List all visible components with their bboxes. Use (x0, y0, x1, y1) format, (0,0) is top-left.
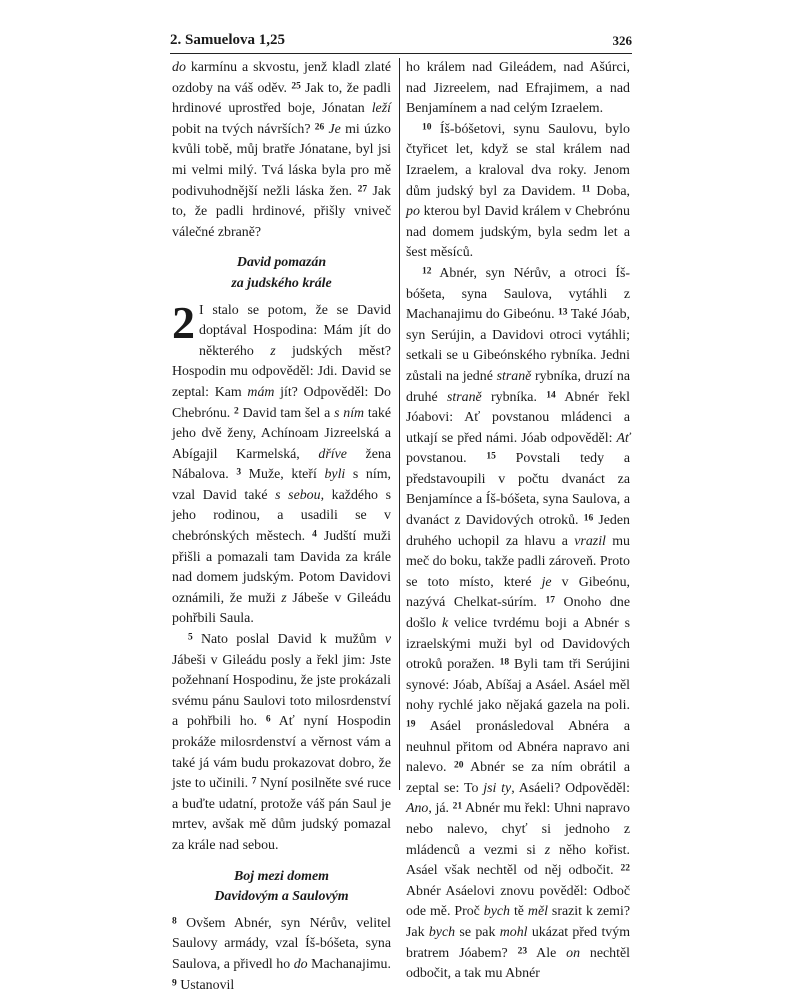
paragraph (172, 914, 391, 996)
verse-number: 20 (453, 760, 464, 771)
verse-text: ukázat před tvým bratrem Jóabem? (406, 924, 630, 961)
verse-text: Ustanovil (176, 977, 235, 993)
verse-text: , Asáeli? Odpověděl: (511, 780, 630, 796)
page-number: 326 (612, 33, 632, 48)
verse-text: ho králem nad Gileádem, nad Ašúrci, nad Jizreelem, nad Efrajimem, a nad Benjamínem a nad celým Izraelem. (406, 60, 630, 117)
verse-number: 19 (406, 719, 416, 730)
verse-text: rybníka, druzí na druhé (406, 368, 630, 405)
verse-number: 22 (620, 863, 630, 874)
emphasis-text: byli (324, 467, 346, 483)
paragraph (406, 58, 630, 120)
verse-text: Byli tam tři Serújini synové: Jóab, Abíšaj a Asáel. Asáel měl nohy rychlé jako nějaká gazela na poli. (406, 657, 630, 714)
verse-number: 15 (486, 451, 496, 462)
emphasis-text: s sebou (275, 487, 321, 503)
running-header (170, 32, 632, 54)
verse-text: Íš-bóšetovi, synu Saulovu, bylo čtyřicet let, když se stal králem nad Izraelem, a kraloval dva roky. Jenom dům judský byl za Davidem. (406, 121, 630, 199)
emphasis-text: mám (247, 384, 275, 400)
emphasis-text: straně (496, 368, 532, 384)
emphasis-text: z (270, 343, 276, 359)
verse-text: Jak to, že padli hrdinové, přišly vniveč válečné zbraně? (172, 183, 391, 240)
header-rule (170, 53, 632, 54)
verse-text: Judští muži přišli a pomazali tam Davida za krále nad domem judským. Potom Davidovi oznámili, že muži (172, 529, 391, 606)
verse-number: 14 (546, 390, 556, 401)
emphasis-text: vrazil (574, 533, 606, 549)
right-column (406, 58, 630, 985)
verse-text: Muže, kteří (241, 467, 325, 483)
verse-text: rybníka. (481, 389, 547, 405)
verse-text: Abnér mu řekl: Uhni napravo nebo nalevo, chyť si jednoho z mládenců a vezmi si (406, 801, 630, 858)
verse-text: něho kořist. Asáel však nechtěl od něj odbočit. (406, 842, 631, 879)
emphasis-text: mohl (499, 924, 528, 940)
emphasis-text: Ať (616, 430, 630, 446)
verse-text: mi úzko kvůli tobě, můj bratře Jónatane, byl jsi mi velmi milý. Tvá láska byla pro mě podivuhodnější nežli láska žen. (172, 121, 391, 199)
verse-number: 26 (314, 122, 325, 133)
section-heading (172, 867, 391, 908)
verse-text: žena Nábalova. (172, 446, 391, 483)
verse-text: Jeden druhého uchopil za hlavu a (406, 513, 630, 549)
verse-text: s ním, vzal David také (172, 467, 392, 503)
verse-text: Doba, (590, 183, 630, 199)
verse-number: 23 (517, 946, 528, 957)
verse-text: , každého s jeho rodinou, a usadili se v chebrónských městech. (172, 487, 391, 545)
verse-text: Abnér se za ním obrátil a zeptal se: To (406, 760, 630, 796)
verse-text: srazit k zemi? Jak (406, 904, 630, 940)
verse-text: Také Jóab, syn Serújin, a Davidovi otroci vytáhli; setkali se u Gibeónského rybníka. Jedni zůstali na jedné (406, 307, 630, 384)
verse-text: se pak (455, 924, 500, 940)
verse-number: 5 (188, 632, 193, 643)
emphasis-text: s ním (334, 405, 365, 421)
verse-number: 25 (291, 81, 301, 92)
emphasis-text: z (544, 842, 551, 858)
verse-number: 7 (251, 776, 257, 787)
verse-text: nechtěl odbočit, a tak mu Abnér (406, 945, 631, 982)
verse-number: 13 (558, 307, 568, 318)
verse-text: povstanou. (406, 451, 487, 467)
verse-text: Jábeše v Gileádu pohřbili Saula. (172, 590, 391, 627)
emphasis-text: jsi ty (483, 780, 512, 796)
verse-text: také jeho dvě ženy, Achínoam Jizreelská a Abígajil Karmelská, (172, 405, 392, 462)
verse-text: Abnér řekl Jóabovi: Ať povstanou mládenci a utkají se před námi. Jóab odpověděl: (406, 389, 630, 446)
column-divider (399, 58, 400, 790)
verse-number: 21 (452, 802, 463, 813)
emphasis-text: k (441, 616, 449, 632)
verse-text: mu meč do boku, takže padli zároveň. Proto se toto místo, které (406, 533, 630, 590)
verse-number: 4 (312, 529, 317, 540)
emphasis-text: dříve (318, 446, 347, 462)
emphasis-text: bych (483, 904, 511, 920)
verse-text: Ať nyní Hospodin prokáže milosrdenství a věrnost vám a také já vám budu prokazovat dobro, že jste to učinili. (172, 714, 391, 792)
emphasis-text: straně (446, 389, 482, 405)
verse-text: tě (510, 904, 528, 920)
verse-text: Povstali tedy a představoupili v počtu dvanáct za Benjamínce a Íš-bóšeta, syna Saulova, a dvanáct z Davidových otroků. (406, 451, 630, 529)
verse-text: , já. (428, 801, 453, 817)
paragraph-text (172, 296, 392, 627)
verse-number: 6 (265, 715, 271, 726)
emphasis-text: do (172, 60, 186, 75)
heading-line: za judského krále (231, 275, 332, 291)
emphasis-text: bych (428, 924, 456, 940)
verse-text: Nyní posilněte své ruce a buďte udatní, protože váš pán Saul je mrtev, avšak mě dům judský pomazal za krále nad sebou. (172, 776, 391, 853)
paragraph (172, 630, 391, 857)
verse-number: 10 (422, 122, 432, 133)
section-heading (172, 253, 391, 294)
verse-number: 18 (499, 657, 510, 668)
verse-text: jít? Odpověděl: Do Chebrónu. (172, 384, 392, 421)
emphasis-text: on (566, 945, 581, 961)
emphasis-text: měl (527, 904, 548, 920)
left-column (172, 58, 391, 996)
emphasis-text: v (384, 632, 391, 648)
heading-line: Boj mezi domem (234, 868, 329, 884)
verse-text: Machanajimu. (307, 956, 391, 972)
verse-number: 11 (581, 184, 591, 195)
emphasis-text: po (406, 204, 420, 220)
verse-text: judských měst? Hospodin mu odpověděl: Jdi. David se zeptal: Kam (172, 343, 391, 400)
emphasis-text: do (293, 956, 308, 972)
verse-text: v Gibeónu, nazývá Chelkat-súrím. (406, 574, 631, 611)
chapter-number: 2 (172, 296, 195, 348)
emphasis-text: z (281, 590, 287, 606)
paragraph (406, 264, 630, 985)
verse-number: 9 (172, 978, 177, 989)
verse-number: 3 (236, 467, 242, 478)
emphasis-text: leží (371, 101, 391, 117)
emphasis-text: Ano (406, 801, 429, 817)
verse-text: Nato poslal David k mužům (192, 632, 385, 648)
verse-text: Onoho dne došlo (406, 595, 630, 632)
running-title: 2. Samuelova 1,25 (170, 32, 286, 48)
verse-text: I stalo se potom, že se David doptával Hospodina: Mám jít do některého (199, 302, 391, 359)
verse-text: velice tvrdému boji a Abnér s izraelskými muži byl od Davidových otroků poražen. (406, 616, 630, 673)
verse-number: 16 (583, 513, 594, 524)
verse-number: 17 (545, 596, 555, 607)
verse-text: kterou byl David králem v Chebrónu nad domem judským, byla sedm let a šest měsíců. (406, 204, 630, 261)
verse-number: 2 (234, 406, 239, 417)
paragraph (406, 120, 630, 264)
verse-text: Abnér Asáelovi znovu pověděl: Odboč ode mě. Proč (406, 883, 630, 920)
verse-number: 27 (357, 184, 368, 195)
heading-line: David pomazán (236, 255, 327, 271)
paragraph (172, 296, 392, 631)
emphasis-text: Je (328, 121, 341, 137)
verse-text: Jábeši v Gileádu posly a řekl jim: Jste požehnaní Hospodinu, že jste prokázali svému pánu Saulovi toto milosrdenství a pohřbili ho. (172, 652, 391, 730)
heading-line: Davidovým a Saulovým (214, 889, 349, 905)
verse-text: Ovšem Abnér, syn Nérův, velitel Saulovy armády, vzal Íš-bóšeta, syna Saulova, a přivedl ho (172, 915, 391, 972)
verse-text: Jak to, že padli hrdinové uprostřed boje, Jónatan (172, 80, 391, 117)
verse-text: Asáel pronásledoval Abnéra a neuhnul přitom od Abnéra napravo ani nalevo. (406, 719, 630, 776)
verse-number: 8 (172, 916, 177, 927)
verse-number: 12 (422, 266, 432, 277)
verse-text: Ale (527, 945, 567, 961)
verse-text: David tam šel a (238, 405, 335, 421)
verse-text: pobit na tvých návrších? (172, 121, 315, 137)
verse-text: Abnér, syn Nérův, a otroci Íš-bóšeta, syna Saulova, vytáhli z Machanajimu do Gibeónu. (406, 265, 630, 323)
paragraph (172, 58, 391, 243)
verse-text: karmínu a skvostu, jenž kladl zlaté ozdoby na váš oděv. (172, 60, 391, 96)
emphasis-text: je (541, 574, 552, 590)
